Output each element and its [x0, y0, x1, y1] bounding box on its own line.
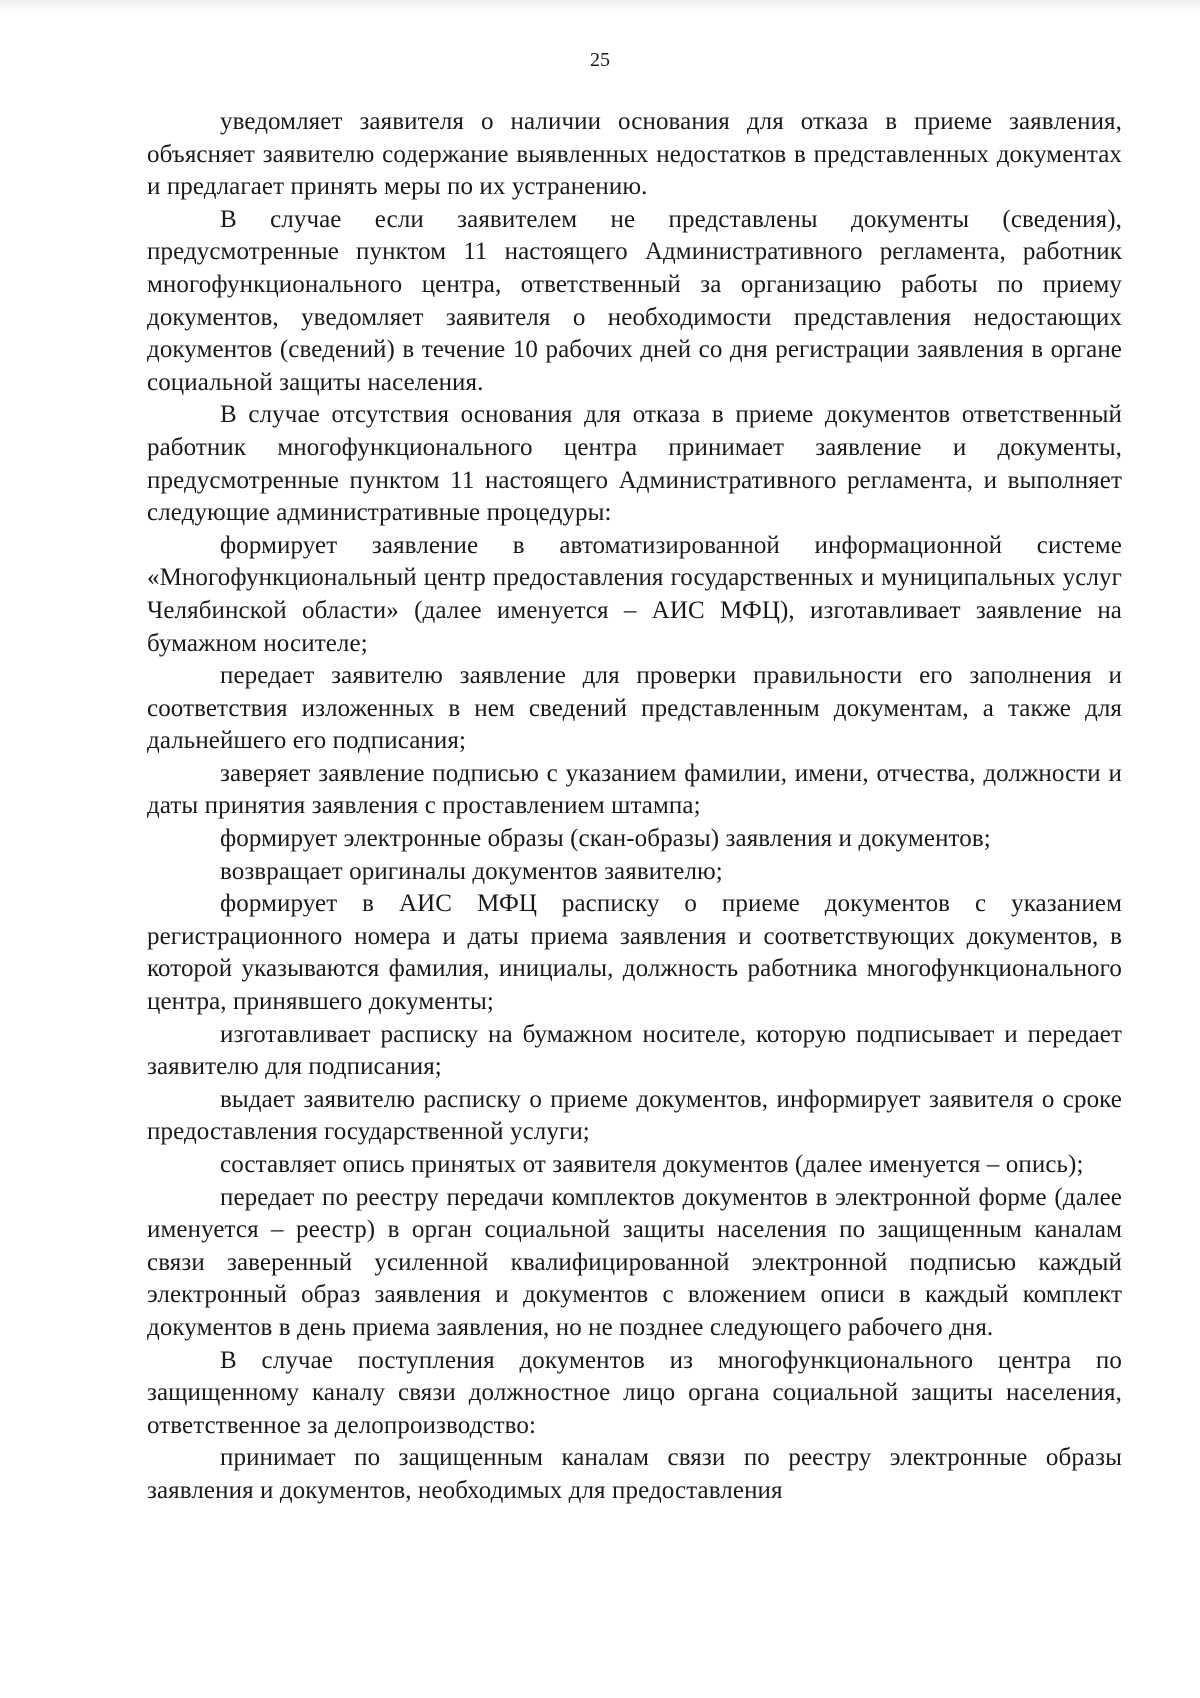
paragraph-8: возвращает оригиналы документов заявителю; — [220, 857, 723, 885]
scan-edge-shading — [0, 0, 1200, 14]
paragraph-12: составляет опись принятых от заявителя документов (далее именуется – опись); — [220, 1151, 1084, 1178]
paragraph-10: изготавливает расписку на бумажном носителе, которую подписывает и передает заявителю для подписания; — [147, 1020, 1122, 1081]
paragraph-3: В случае отсутствия основания для отказа в приеме документов ответственный работник многофункционального центра принимает заявление и документы, предусмотренные пунктом 11 настоящего Административного регламента, и выполняет следующие административные процедуры: — [147, 401, 1122, 527]
paragraph-11: выдает заявителю расписку о приеме документов, информирует заявителя о сроке предоставления государственной услуги; — [147, 1085, 1122, 1146]
document-body — [147, 106, 1122, 1508]
paragraph-2: В случае если заявителем не представлены документы (сведения), предусмотренные пунктом 11 настоящего Административного регламента, работник многофункционального центра, ответственный за организацию работы по приему документов, уведомляет заявителя о необходимости представления недостающих документов (сведений) в течение 10 рабочих дней со дня регистрации заявления в органе социальной защиты населения. — [147, 205, 1122, 396]
paragraph-5: передает заявителю заявление для проверки правильности его заполнения и соответствия изложенных в нем сведений представленным документам, а также для дальнейшего его подписания; — [147, 662, 1122, 755]
paragraph-15: принимает по защищенным каналам связи по реестру электронные образы заявления и документов, необходимых для предоставления — [147, 1444, 1122, 1504]
paragraph-14: В случае поступления документов из многофункционального центра по защищенному каналу связи должностное лицо органа социальной защиты населения, ответственное за делопроизводство: — [147, 1346, 1122, 1439]
paragraph-1: уведомляет заявителя о наличии основания для отказа в приеме заявления, объясняет заявителю содержание выявленных недостатков в представленных документах и предлагает принять меры по их устранению. — [147, 108, 1122, 201]
page-number: 25 — [590, 49, 610, 71]
paragraph-7: формирует электронные образы (скан-образы) заявления и документов; — [220, 825, 991, 853]
paragraph-4: формирует заявление в автоматизированной информационной системе «Многофункциональный центр предоставления государственных и муниципальных услуг Челябинской области» (далее именуется – АИС МФЦ), изготавливает заявление на бумажном носителе; — [147, 531, 1122, 657]
paragraph-9: формирует в АИС МФЦ расписку о приеме документов с указанием регистрационного номера и даты приема заявления и соответствующих документов, в которой указываются фамилия, инициалы, должность работника многофункционального центра, принявшего документы; — [147, 890, 1122, 1016]
paragraph-13: передает по реестру передачи комплектов документов в электронной форме (далее именуется – реестр) в орган социальной защиты населения по защищенным каналам связи заверенный усиленной квалифицированной электронной подписью каждый электронный образ заявления и документов с вложением описи в каждый комплект документов в день приема заявления, но не позднее следующего рабочего дня. — [147, 1183, 1122, 1341]
paragraph-6: заверяет заявление подписью с указанием фамилии, имени, отчества, должности и даты принятия заявления с проставлением штампа; — [147, 759, 1122, 820]
